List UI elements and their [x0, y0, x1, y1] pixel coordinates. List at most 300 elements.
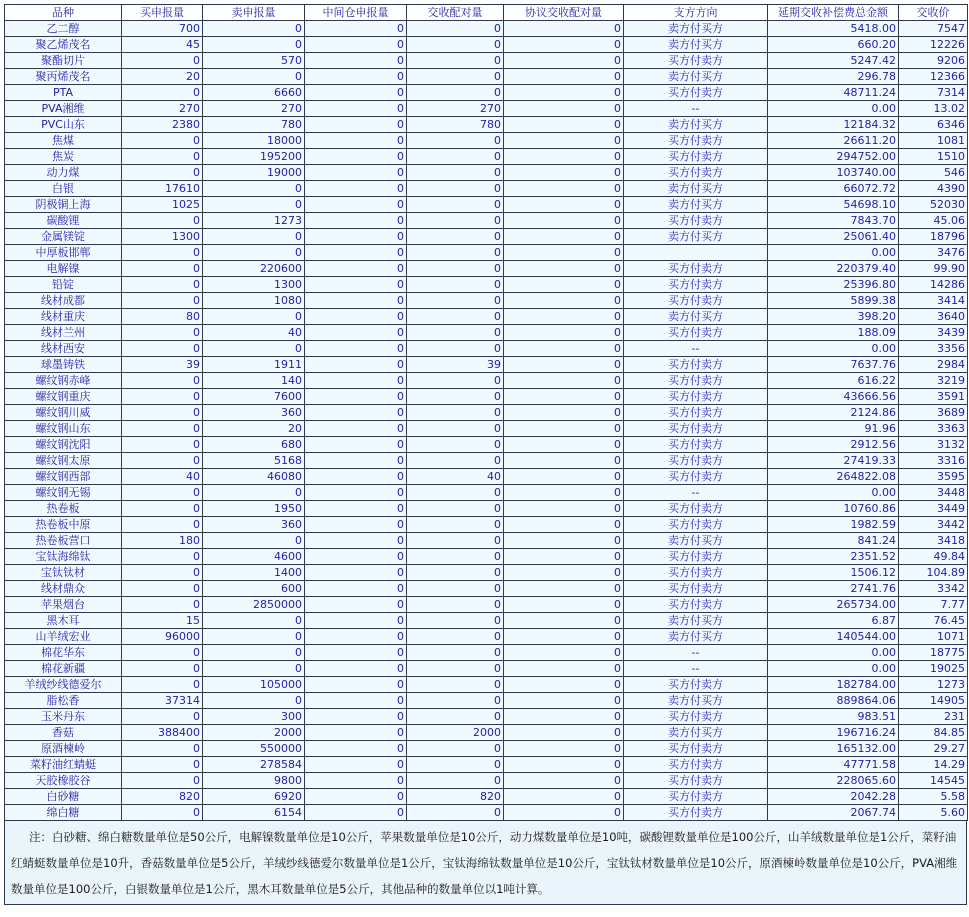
- cell-variety: 苹果烟台: [5, 597, 122, 613]
- cell-payment-direction: 买方付卖方: [624, 501, 768, 517]
- cell-variety: 聚酯切片: [5, 53, 122, 69]
- cell-compensation-total: 196716.24: [768, 725, 899, 741]
- cell-compensation-total: 0.00: [768, 661, 899, 677]
- cell-variety: 羊绒纱线德爱尔: [5, 677, 122, 693]
- cell-compensation-total: 398.20: [768, 309, 899, 325]
- cell-intermediate-qty: 0: [305, 213, 407, 229]
- cell-payment-direction: 买方付卖方: [624, 293, 768, 309]
- cell-compensation-total: 616.22: [768, 373, 899, 389]
- cell-agreement-matched-qty: 0: [504, 629, 624, 645]
- cell-matched-qty: 0: [407, 245, 504, 261]
- cell-intermediate-qty: 0: [305, 805, 407, 821]
- table-row: [5, 773, 968, 789]
- cell-matched-qty: 0: [407, 21, 504, 37]
- table-row: [5, 629, 968, 645]
- cell-delivery-price: 231: [899, 709, 968, 725]
- cell-delivery-price: 3219: [899, 373, 968, 389]
- cell-sell-qty: 105000: [203, 677, 305, 693]
- cell-agreement-matched-qty: 0: [504, 133, 624, 149]
- cell-matched-qty: 0: [407, 405, 504, 421]
- table-row: [5, 293, 968, 309]
- cell-buy-qty: 0: [122, 325, 203, 341]
- table-row: [5, 405, 968, 421]
- cell-intermediate-qty: 0: [305, 597, 407, 613]
- cell-variety: 线材重庆: [5, 309, 122, 325]
- cell-sell-qty: 0: [203, 309, 305, 325]
- cell-matched-qty: 0: [407, 213, 504, 229]
- table-row: [5, 709, 968, 725]
- cell-payment-direction: 卖方付买方: [624, 69, 768, 85]
- cell-variety: 螺纹钢山东: [5, 421, 122, 437]
- cell-delivery-price: 3418: [899, 533, 968, 549]
- cell-agreement-matched-qty: 0: [504, 245, 624, 261]
- cell-payment-direction: 买方付卖方: [624, 517, 768, 533]
- cell-variety: 乙二醇: [5, 21, 122, 37]
- cell-variety: 金属镁锭: [5, 229, 122, 245]
- table-row: [5, 613, 968, 629]
- cell-matched-qty: 0: [407, 373, 504, 389]
- cell-compensation-total: 841.24: [768, 533, 899, 549]
- cell-delivery-price: 2984: [899, 357, 968, 373]
- cell-intermediate-qty: 0: [305, 517, 407, 533]
- cell-matched-qty: 0: [407, 53, 504, 69]
- report-container: [4, 4, 967, 905]
- cell-compensation-total: 220379.40: [768, 261, 899, 277]
- cell-intermediate-qty: 0: [305, 229, 407, 245]
- cell-compensation-total: 2912.56: [768, 437, 899, 453]
- cell-agreement-matched-qty: 0: [504, 773, 624, 789]
- cell-matched-qty: 0: [407, 69, 504, 85]
- cell-payment-direction: 买方付卖方: [624, 357, 768, 373]
- cell-agreement-matched-qty: 0: [504, 677, 624, 693]
- cell-agreement-matched-qty: 0: [504, 229, 624, 245]
- cell-agreement-matched-qty: 0: [504, 69, 624, 85]
- header-variety: 品种: [5, 5, 122, 21]
- cell-matched-qty: 0: [407, 645, 504, 661]
- cell-delivery-price: 14905: [899, 693, 968, 709]
- cell-intermediate-qty: 0: [305, 405, 407, 421]
- cell-payment-direction: 买方付卖方: [624, 549, 768, 565]
- cell-variety: 原酒楝岭: [5, 741, 122, 757]
- cell-buy-qty: 0: [122, 261, 203, 277]
- cell-payment-direction: 买方付卖方: [624, 325, 768, 341]
- cell-payment-direction: 买方付卖方: [624, 773, 768, 789]
- cell-buy-qty: 0: [122, 85, 203, 101]
- cell-compensation-total: 5247.42: [768, 53, 899, 69]
- cell-delivery-price: 3689: [899, 405, 968, 421]
- cell-agreement-matched-qty: 0: [504, 741, 624, 757]
- cell-variety: 天胶橡胶谷: [5, 773, 122, 789]
- cell-delivery-price: 1510: [899, 149, 968, 165]
- cell-delivery-price: 84.85: [899, 725, 968, 741]
- table-row: [5, 469, 968, 485]
- cell-variety: 棉花华东: [5, 645, 122, 661]
- cell-sell-qty: 9800: [203, 773, 305, 789]
- cell-matched-qty: 0: [407, 181, 504, 197]
- cell-variety: 螺纹钢赤峰: [5, 373, 122, 389]
- cell-buy-qty: 180: [122, 533, 203, 549]
- table-row: [5, 645, 968, 661]
- cell-buy-qty: 0: [122, 437, 203, 453]
- cell-sell-qty: 20: [203, 421, 305, 437]
- cell-matched-qty: 0: [407, 485, 504, 501]
- cell-variety: 绵白糖: [5, 805, 122, 821]
- cell-sell-qty: 6920: [203, 789, 305, 805]
- cell-delivery-price: 45.06: [899, 213, 968, 229]
- cell-matched-qty: 0: [407, 277, 504, 293]
- cell-payment-direction: --: [624, 101, 768, 117]
- cell-compensation-total: 889864.06: [768, 693, 899, 709]
- cell-delivery-price: 6346: [899, 117, 968, 133]
- table-row: [5, 21, 968, 37]
- cell-buy-qty: 1300: [122, 229, 203, 245]
- table-row: [5, 101, 968, 117]
- cell-payment-direction: 买方付卖方: [624, 789, 768, 805]
- cell-variety: PVA湘维: [5, 101, 122, 117]
- cell-payment-direction: 买方付卖方: [624, 133, 768, 149]
- cell-variety: 线材成都: [5, 293, 122, 309]
- cell-buy-qty: 0: [122, 213, 203, 229]
- cell-compensation-total: 7843.70: [768, 213, 899, 229]
- cell-sell-qty: 6660: [203, 85, 305, 101]
- cell-buy-qty: 45: [122, 37, 203, 53]
- cell-intermediate-qty: 0: [305, 101, 407, 117]
- cell-matched-qty: 0: [407, 453, 504, 469]
- cell-buy-qty: 0: [122, 773, 203, 789]
- cell-buy-qty: 0: [122, 677, 203, 693]
- header-matched-qty: 交收配对量: [407, 5, 504, 21]
- cell-buy-qty: 0: [122, 517, 203, 533]
- cell-payment-direction: 买方付卖方: [624, 277, 768, 293]
- cell-variety: 螺纹钢沈阳: [5, 437, 122, 453]
- cell-matched-qty: 0: [407, 805, 504, 821]
- cell-intermediate-qty: 0: [305, 533, 407, 549]
- cell-delivery-price: 7547: [899, 21, 968, 37]
- cell-buy-qty: 0: [122, 485, 203, 501]
- cell-delivery-price: 14545: [899, 773, 968, 789]
- cell-payment-direction: 卖方付买方: [624, 197, 768, 213]
- cell-agreement-matched-qty: 0: [504, 469, 624, 485]
- table-row: [5, 501, 968, 517]
- cell-variety: 线材鼎众: [5, 581, 122, 597]
- cell-variety: 聚乙烯茂名: [5, 37, 122, 53]
- cell-sell-qty: 7600: [203, 389, 305, 405]
- cell-variety: 热卷板营口: [5, 533, 122, 549]
- cell-agreement-matched-qty: 0: [504, 789, 624, 805]
- cell-agreement-matched-qty: 0: [504, 437, 624, 453]
- table-row: [5, 181, 968, 197]
- cell-sell-qty: 0: [203, 533, 305, 549]
- cell-compensation-total: 2741.76: [768, 581, 899, 597]
- cell-buy-qty: 1025: [122, 197, 203, 213]
- cell-matched-qty: 40: [407, 469, 504, 485]
- cell-intermediate-qty: 0: [305, 149, 407, 165]
- cell-intermediate-qty: 0: [305, 389, 407, 405]
- header-compensation-total: 延期交收补偿费总金额: [768, 5, 899, 21]
- cell-variety: 球墨铸铁: [5, 357, 122, 373]
- cell-agreement-matched-qty: 0: [504, 805, 624, 821]
- cell-buy-qty: 0: [122, 709, 203, 725]
- cell-sell-qty: 140: [203, 373, 305, 389]
- cell-delivery-price: 18796: [899, 229, 968, 245]
- cell-compensation-total: 228065.60: [768, 773, 899, 789]
- cell-agreement-matched-qty: 0: [504, 277, 624, 293]
- header-agreement-matched-qty: 协议交收配对量: [504, 5, 624, 21]
- table-row: [5, 693, 968, 709]
- cell-intermediate-qty: 0: [305, 757, 407, 773]
- cell-compensation-total: 165132.00: [768, 741, 899, 757]
- cell-agreement-matched-qty: 0: [504, 165, 624, 181]
- cell-matched-qty: 0: [407, 613, 504, 629]
- table-row: [5, 85, 968, 101]
- cell-variety: 宝钛钛材: [5, 565, 122, 581]
- cell-buy-qty: 17610: [122, 181, 203, 197]
- cell-sell-qty: 0: [203, 181, 305, 197]
- cell-intermediate-qty: 0: [305, 469, 407, 485]
- cell-payment-direction: 卖方付买方: [624, 693, 768, 709]
- cell-payment-direction: 买方付卖方: [624, 213, 768, 229]
- cell-payment-direction: --: [624, 485, 768, 501]
- cell-variety: 棉花新疆: [5, 661, 122, 677]
- cell-delivery-price: 13.02: [899, 101, 968, 117]
- cell-intermediate-qty: 0: [305, 453, 407, 469]
- cell-intermediate-qty: 0: [305, 197, 407, 213]
- cell-variety: 热卷板: [5, 501, 122, 517]
- cell-buy-qty: 0: [122, 293, 203, 309]
- cell-sell-qty: 0: [203, 693, 305, 709]
- cell-delivery-price: 5.58: [899, 789, 968, 805]
- cell-intermediate-qty: 0: [305, 261, 407, 277]
- cell-compensation-total: 0.00: [768, 645, 899, 661]
- cell-agreement-matched-qty: 0: [504, 485, 624, 501]
- cell-payment-direction: 买方付卖方: [624, 597, 768, 613]
- cell-delivery-price: 76.45: [899, 613, 968, 629]
- cell-matched-qty: 0: [407, 549, 504, 565]
- cell-payment-direction: 卖方付买方: [624, 117, 768, 133]
- cell-matched-qty: 0: [407, 309, 504, 325]
- cell-payment-direction: 卖方付买方: [624, 725, 768, 741]
- cell-compensation-total: 25061.40: [768, 229, 899, 245]
- table-row: [5, 277, 968, 293]
- cell-compensation-total: 296.78: [768, 69, 899, 85]
- cell-sell-qty: 0: [203, 37, 305, 53]
- cell-payment-direction: 卖方付买方: [624, 533, 768, 549]
- cell-delivery-price: 9206: [899, 53, 968, 69]
- cell-payment-direction: 买方付卖方: [624, 581, 768, 597]
- cell-sell-qty: 360: [203, 405, 305, 421]
- cell-compensation-total: 2351.52: [768, 549, 899, 565]
- cell-variety: 山羊绒宏业: [5, 629, 122, 645]
- header-payment-direction: 支方方向: [624, 5, 768, 21]
- cell-matched-qty: 0: [407, 533, 504, 549]
- cell-variety: 螺纹钢重庆: [5, 389, 122, 405]
- cell-delivery-price: 29.27: [899, 741, 968, 757]
- cell-agreement-matched-qty: 0: [504, 645, 624, 661]
- cell-compensation-total: 1982.59: [768, 517, 899, 533]
- cell-sell-qty: 1911: [203, 357, 305, 373]
- cell-payment-direction: 买方付卖方: [624, 741, 768, 757]
- cell-variety: 宝钛海绵钛: [5, 549, 122, 565]
- cell-compensation-total: 47771.58: [768, 757, 899, 773]
- cell-sell-qty: 1273: [203, 213, 305, 229]
- table-row: [5, 149, 968, 165]
- cell-compensation-total: 6.87: [768, 613, 899, 629]
- cell-buy-qty: 39: [122, 357, 203, 373]
- cell-variety: 聚丙烯茂名: [5, 69, 122, 85]
- table-row: [5, 661, 968, 677]
- cell-compensation-total: 48711.24: [768, 85, 899, 101]
- cell-intermediate-qty: 0: [305, 53, 407, 69]
- cell-matched-qty: 0: [407, 325, 504, 341]
- cell-matched-qty: 0: [407, 501, 504, 517]
- cell-agreement-matched-qty: 0: [504, 421, 624, 437]
- cell-payment-direction: 卖方付买方: [624, 629, 768, 645]
- cell-sell-qty: 278584: [203, 757, 305, 773]
- cell-matched-qty: 2000: [407, 725, 504, 741]
- cell-payment-direction: 卖方付买方: [624, 309, 768, 325]
- cell-sell-qty: 0: [203, 341, 305, 357]
- cell-matched-qty: 0: [407, 565, 504, 581]
- cell-sell-qty: 1400: [203, 565, 305, 581]
- cell-compensation-total: 26611.20: [768, 133, 899, 149]
- cell-delivery-price: 1273: [899, 677, 968, 693]
- cell-intermediate-qty: 0: [305, 613, 407, 629]
- cell-sell-qty: 0: [203, 245, 305, 261]
- cell-variety: 螺纹钢无锡: [5, 485, 122, 501]
- cell-intermediate-qty: 0: [305, 117, 407, 133]
- cell-intermediate-qty: 0: [305, 677, 407, 693]
- cell-buy-qty: 2380: [122, 117, 203, 133]
- cell-compensation-total: 294752.00: [768, 149, 899, 165]
- cell-agreement-matched-qty: 0: [504, 565, 624, 581]
- cell-buy-qty: 0: [122, 341, 203, 357]
- cell-intermediate-qty: 0: [305, 357, 407, 373]
- table-row: [5, 309, 968, 325]
- header-sell-qty: 卖申报量: [203, 5, 305, 21]
- cell-sell-qty: 0: [203, 485, 305, 501]
- cell-sell-qty: 0: [203, 69, 305, 85]
- cell-sell-qty: 0: [203, 229, 305, 245]
- cell-compensation-total: 188.09: [768, 325, 899, 341]
- cell-sell-qty: 195200: [203, 149, 305, 165]
- cell-payment-direction: --: [624, 341, 768, 357]
- cell-matched-qty: 0: [407, 85, 504, 101]
- cell-delivery-price: 7.77: [899, 597, 968, 613]
- table-row: [5, 549, 968, 565]
- cell-delivery-price: 5.60: [899, 805, 968, 821]
- cell-agreement-matched-qty: 0: [504, 389, 624, 405]
- cell-sell-qty: 780: [203, 117, 305, 133]
- cell-payment-direction: 卖方付买方: [624, 21, 768, 37]
- cell-variety: 螺纹钢太原: [5, 453, 122, 469]
- cell-variety: 黑木耳: [5, 613, 122, 629]
- table-row: [5, 325, 968, 341]
- cell-sell-qty: 600: [203, 581, 305, 597]
- cell-payment-direction: 买方付卖方: [624, 437, 768, 453]
- cell-intermediate-qty: 0: [305, 245, 407, 261]
- cell-buy-qty: 96000: [122, 629, 203, 645]
- cell-intermediate-qty: 0: [305, 325, 407, 341]
- cell-intermediate-qty: 0: [305, 421, 407, 437]
- table-row: [5, 245, 968, 261]
- cell-sell-qty: 2850000: [203, 597, 305, 613]
- cell-payment-direction: 卖方付买方: [624, 229, 768, 245]
- cell-agreement-matched-qty: 0: [504, 21, 624, 37]
- cell-sell-qty: 1080: [203, 293, 305, 309]
- cell-payment-direction: 买方付卖方: [624, 53, 768, 69]
- table-row: [5, 581, 968, 597]
- cell-sell-qty: 4600: [203, 549, 305, 565]
- cell-delivery-price: 1081: [899, 133, 968, 149]
- table-header: [5, 5, 968, 21]
- cell-matched-qty: 0: [407, 629, 504, 645]
- table-row: [5, 261, 968, 277]
- cell-sell-qty: 550000: [203, 741, 305, 757]
- cell-agreement-matched-qty: 0: [504, 613, 624, 629]
- cell-matched-qty: 0: [407, 741, 504, 757]
- cell-compensation-total: 7637.76: [768, 357, 899, 373]
- cell-agreement-matched-qty: 0: [504, 661, 624, 677]
- cell-compensation-total: 660.20: [768, 37, 899, 53]
- cell-variety: 螺纹钢西部: [5, 469, 122, 485]
- cell-agreement-matched-qty: 0: [504, 725, 624, 741]
- cell-matched-qty: 0: [407, 517, 504, 533]
- table-row: [5, 197, 968, 213]
- cell-buy-qty: 0: [122, 549, 203, 565]
- table-row: [5, 53, 968, 69]
- cell-delivery-price: 3476: [899, 245, 968, 261]
- cell-payment-direction: 买方付卖方: [624, 149, 768, 165]
- cell-variety: PVC山东: [5, 117, 122, 133]
- cell-matched-qty: 0: [407, 37, 504, 53]
- cell-matched-qty: 0: [407, 773, 504, 789]
- cell-delivery-price: 3591: [899, 389, 968, 405]
- cell-agreement-matched-qty: 0: [504, 37, 624, 53]
- header-buy-qty: 买申报量: [122, 5, 203, 21]
- cell-intermediate-qty: 0: [305, 581, 407, 597]
- header-delivery-price: 交收价: [899, 5, 968, 21]
- cell-matched-qty: 0: [407, 709, 504, 725]
- cell-compensation-total: 25396.80: [768, 277, 899, 293]
- cell-intermediate-qty: 0: [305, 485, 407, 501]
- cell-variety: 电解镍: [5, 261, 122, 277]
- cell-matched-qty: 0: [407, 229, 504, 245]
- cell-agreement-matched-qty: 0: [504, 213, 624, 229]
- cell-variety: 脂松香: [5, 693, 122, 709]
- cell-sell-qty: 2000: [203, 725, 305, 741]
- cell-delivery-price: 14.29: [899, 757, 968, 773]
- cell-agreement-matched-qty: 0: [504, 117, 624, 133]
- cell-payment-direction: 买方付卖方: [624, 677, 768, 693]
- cell-intermediate-qty: 0: [305, 181, 407, 197]
- cell-compensation-total: 265734.00: [768, 597, 899, 613]
- cell-buy-qty: 0: [122, 389, 203, 405]
- cell-agreement-matched-qty: 0: [504, 293, 624, 309]
- cell-sell-qty: 19000: [203, 165, 305, 181]
- cell-delivery-price: 1071: [899, 629, 968, 645]
- cell-buy-qty: 0: [122, 405, 203, 421]
- cell-buy-qty: 0: [122, 741, 203, 757]
- cell-agreement-matched-qty: 0: [504, 581, 624, 597]
- cell-matched-qty: 0: [407, 757, 504, 773]
- cell-compensation-total: 0.00: [768, 245, 899, 261]
- cell-intermediate-qty: 0: [305, 69, 407, 85]
- cell-compensation-total: 1506.12: [768, 565, 899, 581]
- cell-variety: 线材兰州: [5, 325, 122, 341]
- cell-buy-qty: 20: [122, 69, 203, 85]
- cell-variety: 螺纹钢川威: [5, 405, 122, 421]
- cell-intermediate-qty: 0: [305, 277, 407, 293]
